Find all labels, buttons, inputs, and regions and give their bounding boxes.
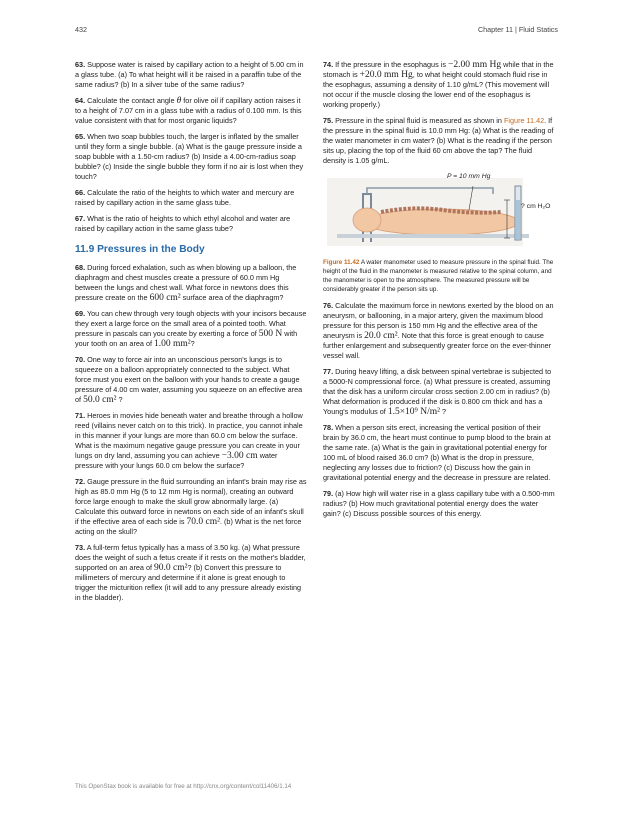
- caption-label: Figure 11.42: [323, 259, 360, 266]
- right-column: [323, 60, 555, 525]
- problem-text: When two soap bubbles touch, the larger is inflated by the smaller until they form a single bubble. (a) What is the gauge pressure inside a soap bubble with a 1.50-cm radius? (b) Inside a 4.00-cm-radius soap bubble? (c) Inside the single bubble they form if no air is lost when they touch?: [75, 132, 304, 181]
- problem-63: [75, 60, 307, 90]
- math-expression: θ: [176, 96, 182, 106]
- bed: [337, 234, 529, 238]
- math-expression: 70.0 cm²: [186, 517, 220, 527]
- patient-head: [353, 208, 381, 232]
- figure-link[interactable]: Figure 11.42: [503, 116, 545, 125]
- problem-text: , to what height could stomach fluid rise in the esophagus, assuming a density of 1.10 g/mL? (This movement will not occur if the muscle closing the lower end of the esophagus is working properly.): [323, 70, 550, 109]
- math-expression: 50.0 cm²: [83, 395, 117, 405]
- problem-text: Suppose water is raised by capillary action to a height of 5.00 cm in a glass tube. (a) To what height will it be raised in a paraffin tube of the same radius? (b) In a silver tube of the same radius?: [75, 60, 304, 89]
- problem-69: [75, 309, 307, 349]
- problem-text: When a person sits erect, increasing the vertical position of their brain by 36.0 cm, the heart must continue to pump blood to the brain at the same rate. (a) What is the gain in gravitational potential energy for 100 mL of blood raised 36.0 cm? (b) What is the drop in pressure, neglecting any losses due to friction? (c) Discuss how the gain in gravitational potential energy and the decrease in pressure are related.: [323, 423, 551, 482]
- problem-67: [75, 214, 307, 234]
- problem-text: ? (b) Convert this pressure to millimeters of mercury and determine if it alone is great enough to trigger the micturition reflex (it will add to any pressure already existing in the bladder).: [75, 563, 302, 602]
- problem-68: [75, 263, 307, 303]
- reading-label: ? cm H₂O: [521, 203, 551, 210]
- problem-number: 70.: [75, 355, 86, 364]
- problem-text: What is the ratio of heights to which ethyl alcohol and water are raised by capillary action in the same glass tube?: [75, 214, 291, 233]
- figure-11-42: [323, 172, 555, 250]
- problem-text: You can chew through very tough objects with your incisors because they exert a large force on the small area of a pointed tooth. What pressure in pascals can you create by exerting a force of: [75, 309, 307, 338]
- problem-text: . Note that this force is great enough to cause further enlargement and subsequently greater force on the ever-thinner vessel wall.: [323, 331, 552, 360]
- section-heading: 11.9 Pressures in the Body: [75, 244, 205, 255]
- problem-73: [75, 543, 307, 603]
- problem-text: One way to force air into an unconscious person's lungs is to squeeze on a balloon appropriately connected to the subject. What force must you exert on the balloon with your hands to create a gauge pressure of 4.00 cm water, assuming you squeeze on an effective area of: [75, 355, 303, 404]
- problem-78: [323, 423, 555, 483]
- page-number: 432: [75, 25, 87, 34]
- problem-text: During forced exhalation, such as when blowing up a balloon, the diaphragm and chest muscles create a pressure of 60.0 mm Hg between the lungs and chest wall. What force in newtons does this pressure create on the: [75, 263, 297, 302]
- problem-72: [75, 477, 307, 537]
- math-expression: 1.00 mm²: [154, 339, 191, 349]
- problem-text: Calculate the maximum force in newtons exerted by the blood on an aneurysm, or ballooning, in a major artery, given the maximum blood pressure for this person is 150 mm Hg and the effective area of the aneurysm is: [323, 301, 554, 340]
- math-expression: −3.00 cm: [221, 451, 258, 461]
- manometer-fluid: [516, 200, 520, 239]
- problem-text: Gauge pressure in the fluid surrounding an infant's brain may rise as high as 85.0 mm Hg (5 to 12 mm Hg is normal), creating an outward force large enough to make the skull grow abnormally large. (a) Calculate this outward force in newtons on each side of an infant's skull if the effective area of each side is: [75, 477, 307, 526]
- problem-text: ?: [442, 407, 447, 416]
- problem-number: 74.: [323, 60, 334, 69]
- pressure-label: P = 10 mm Hg: [447, 173, 491, 180]
- problem-text: surface area of the diaphragm?: [182, 293, 284, 302]
- problem-75: [323, 116, 555, 166]
- math-expression: 500 N: [258, 329, 283, 339]
- problem-number: 63.: [75, 60, 86, 69]
- chapter-title: Chapter 11 | Fluid Statics: [477, 25, 558, 34]
- problem-number: 75.: [323, 116, 334, 125]
- problem-text: (a) How high will water rise in a glass capillary tube with a 0.500-mm radius? (b) How much gravitational potential energy does the water gain? (c) Discuss possible sources of this energy.: [323, 489, 555, 518]
- problem-text: for olive oil if capillary action raises it to a height of 7.07 cm in a glass tube with a radius of 0.100 mm. Is this value consistent with that for most organic liquids?: [75, 96, 302, 125]
- problem-79: [323, 489, 555, 519]
- figure-caption: [323, 258, 555, 294]
- problem-text: with your tooth on an area of: [75, 329, 298, 348]
- problem-text: while that in the stomach is: [323, 60, 554, 79]
- problem-text: Calculate the ratio of the heights to which water and mercury are raised by capillary action in the same glass tube.: [75, 188, 295, 207]
- math-expression: 20.0 cm²: [364, 331, 398, 341]
- problem-number: 77.: [323, 367, 334, 376]
- page-footer: This OpenStax book is available for free at http://cnx.org/content/col11406/1.14: [75, 783, 292, 790]
- problem-64: [75, 96, 307, 126]
- problem-number: 78.: [323, 423, 334, 432]
- left-column: [75, 60, 307, 609]
- problem-text: Calculate the contact angle: [87, 96, 175, 105]
- problem-number: 79.: [323, 489, 334, 498]
- problem-number: 65.: [75, 132, 86, 141]
- problem-65: [75, 132, 307, 182]
- problem-number: 67.: [75, 214, 86, 223]
- problem-text: Pressure in the spinal fluid is measured as shown in: [335, 116, 502, 125]
- problem-66: [75, 188, 307, 208]
- math-expression: −2.00 mm Hg: [447, 60, 502, 70]
- problem-text: . If the pressure in the spinal fluid is 10.0 mm Hg: (a) What is the reading of the water manometer in cm water? (b) What is the reading if the person sits up, placing the top of the fluid 60 cm above the tap? The fluid density is 1.05 g/mL.: [323, 116, 554, 165]
- math-expression: 600 cm²: [149, 293, 181, 303]
- math-expression: +20.0 mm Hg: [359, 70, 413, 80]
- problem-76: [323, 301, 555, 361]
- problem-number: 66.: [75, 188, 86, 197]
- problem-text: ?: [190, 339, 195, 348]
- problem-77: [323, 367, 555, 417]
- math-expression: 1.5×10⁹ N/m²: [387, 407, 440, 417]
- problem-text: Heroes in movies hide beneath water and breathe through a hollow reed (villains never catch on to this trick). In practice, you cannot inhale in this manner if your lungs are more than 60.0 cm below the surface. What is the maximum negative gauge pressure you can create in your lungs on dry land, assuming you can achieve: [75, 411, 303, 460]
- problem-number: 68.: [75, 263, 86, 272]
- problem-70: [75, 355, 307, 405]
- problem-74: [323, 60, 555, 110]
- problem-number: 64.: [75, 96, 86, 105]
- problem-number: 76.: [323, 301, 334, 310]
- problem-text: water pressure with your lungs 60.0 cm below the surface?: [75, 451, 278, 470]
- problem-71: [75, 411, 307, 471]
- problem-number: 69.: [75, 309, 86, 318]
- caption-text: A water manometer used to measure pressure in the spinal fluid. The height of the fluid in the manometer is measured relative to the spinal column, and the manometer is open to the atmosphere. The measured pressure will be considerably greater if the person sits up.: [323, 259, 554, 293]
- math-expression: 90.0 cm²: [154, 563, 188, 573]
- problem-text: ?: [118, 395, 123, 404]
- problem-number: 72.: [75, 477, 86, 486]
- problem-text: A full-term fetus typically has a mass of 3.50 kg. (a) What pressure does the weight of such a fetus create if it rests on the mother's bladder, supported on an area of: [75, 543, 306, 572]
- problem-text: During heavy lifting, a disk between spinal vertebrae is subjected to a 5000-N compressional force. (a) What pressure is created, assuming that the disk has a uniform circular cross section 2.00 cm in radius? (b) What deformation is produced if the disk is 0.800 cm thick and has a Young's modulus of: [323, 367, 552, 416]
- problem-text: . (b) What is the net force acting on the skull?: [75, 517, 302, 536]
- problem-number: 73.: [75, 543, 86, 552]
- problem-text: If the pressure in the esophagus is: [335, 60, 446, 69]
- problem-number: 71.: [75, 411, 86, 420]
